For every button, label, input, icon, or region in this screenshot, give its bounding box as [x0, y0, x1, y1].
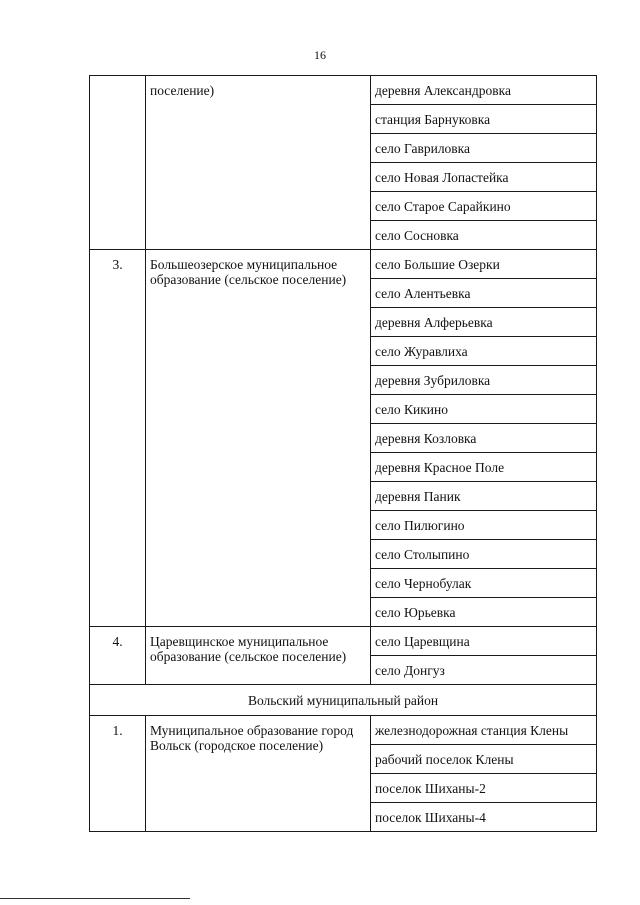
row-number-cell: 1.: [90, 716, 146, 832]
locality-cell: село Донгуз: [371, 656, 597, 685]
locality-cell: поселок Шиханы-2: [371, 774, 597, 803]
locality-cell: село Журавлиха: [371, 337, 597, 366]
table-row: [90, 76, 597, 105]
footnote-separator: [0, 898, 190, 899]
row-number-cell: 3.: [90, 250, 146, 627]
district-header: Вольский муниципальный район: [90, 685, 597, 716]
locality-cell: село Гавриловка: [371, 134, 597, 163]
page-number: 16: [314, 48, 326, 62]
locality-cell: село Новая Лопастейка: [371, 163, 597, 192]
municipality-name-cell: Муниципальное образование город Вольск (городское поселение): [146, 716, 371, 832]
row-number-cell: [90, 76, 146, 250]
locality-cell: поселок Шиханы-4: [371, 803, 597, 832]
locality-cell: деревня Козловка: [371, 424, 597, 453]
locality-cell: село Кикино: [371, 395, 597, 424]
locality-cell: деревня Александровка: [371, 76, 597, 105]
locality-cell: село Старое Сарайкино: [371, 192, 597, 221]
settlements-table: [89, 75, 597, 832]
settlements-table-body: [90, 76, 597, 832]
locality-cell: село Пилюгино: [371, 511, 597, 540]
locality-cell: село Алентьевка: [371, 279, 597, 308]
locality-cell: деревня Зубриловка: [371, 366, 597, 395]
locality-cell: село Юрьевка: [371, 598, 597, 627]
table-row: [90, 627, 597, 656]
locality-cell: железнодорожная станция Клены: [371, 716, 597, 745]
locality-cell: рабочий поселок Клены: [371, 745, 597, 774]
municipality-name-cell: Царевщинское муниципальное образование (сельское поселение): [146, 627, 371, 685]
locality-cell: село Чернобулак: [371, 569, 597, 598]
locality-cell: село Царевщина: [371, 627, 597, 656]
locality-cell: деревня Алферьевка: [371, 308, 597, 337]
locality-cell: село Столыпино: [371, 540, 597, 569]
locality-cell: село Сосновка: [371, 221, 597, 250]
municipality-name-cell: Большеозерское муниципальное образование (сельское поселение): [146, 250, 371, 627]
locality-cell: деревня Паник: [371, 482, 597, 511]
table-row: [90, 250, 597, 279]
municipality-name-cell: поселение): [146, 76, 371, 250]
table-row: [90, 716, 597, 745]
locality-cell: село Большие Озерки: [371, 250, 597, 279]
row-number-cell: 4.: [90, 627, 146, 685]
table-row: [90, 685, 597, 716]
locality-cell: станция Барнуковка: [371, 105, 597, 134]
locality-cell: деревня Красное Поле: [371, 453, 597, 482]
